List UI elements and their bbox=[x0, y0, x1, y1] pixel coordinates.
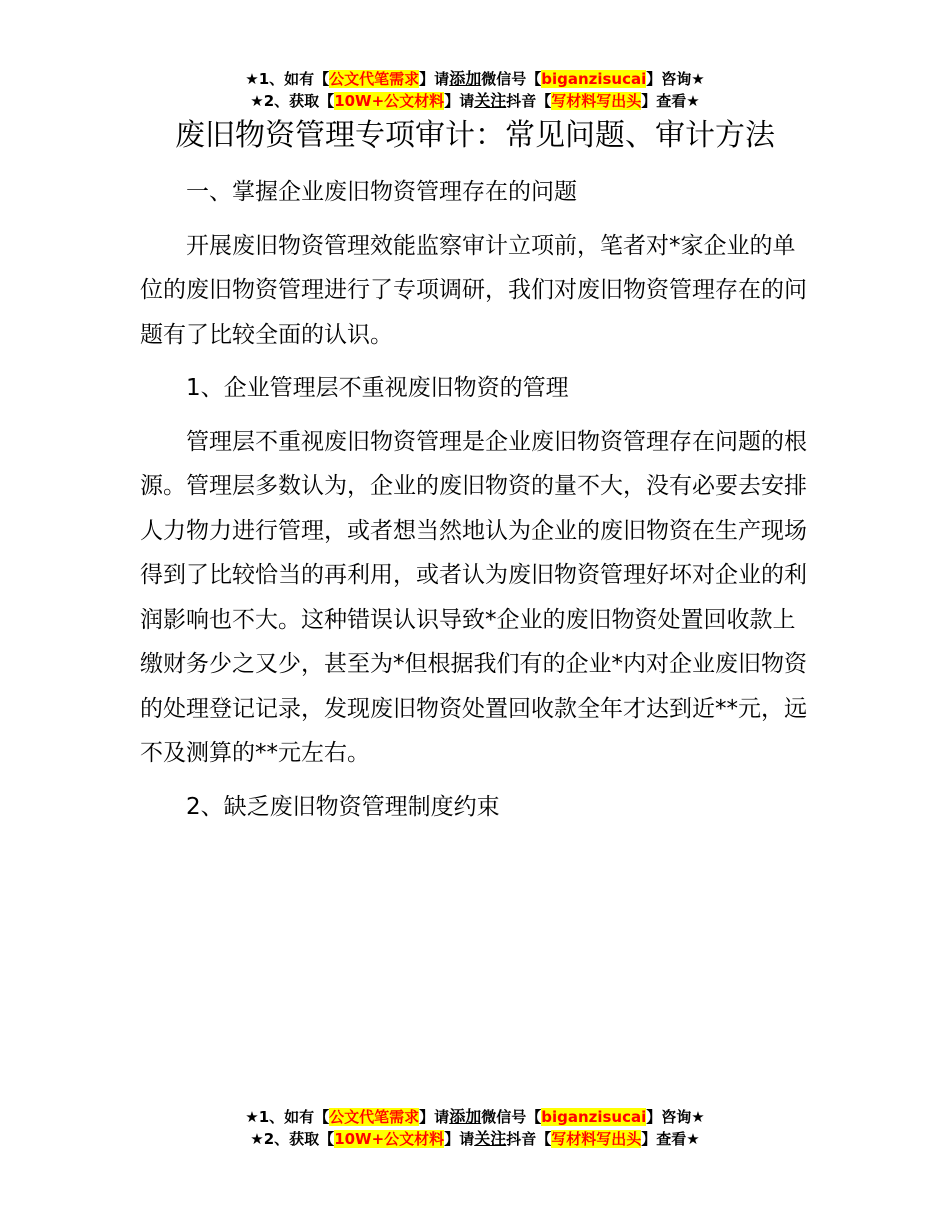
underlined-text: 关注 bbox=[474, 1129, 507, 1148]
subsection-heading: 1、企业管理层不重视废旧物资的管理 bbox=[186, 375, 569, 401]
highlight-wechat-id: biganzisucai bbox=[541, 1108, 647, 1126]
banner-text: 】查看★ bbox=[641, 1130, 700, 1148]
banner-text: 微信号【 bbox=[481, 1108, 542, 1126]
highlight-materials: 10W+公文材料 bbox=[334, 92, 445, 110]
footer-banner bbox=[0, 1106, 950, 1150]
banner-line-1 bbox=[0, 1106, 950, 1128]
banner-text: 】查看★ bbox=[641, 92, 700, 110]
banner-line-2 bbox=[0, 1128, 950, 1150]
highlight-wechat-id: biganzisucai bbox=[541, 70, 647, 88]
underlined-text: 关注 bbox=[474, 91, 507, 110]
banner-text: ★1、如有【 bbox=[245, 70, 330, 88]
banner-text: ★1、如有【 bbox=[245, 1108, 330, 1126]
underlined-text: 添加 bbox=[449, 1107, 482, 1126]
banner-text: 】请 bbox=[444, 92, 475, 110]
highlight-materials: 10W+公文材料 bbox=[334, 1130, 445, 1148]
banner-text: 】咨询★ bbox=[646, 70, 705, 88]
banner-text: 】请 bbox=[419, 70, 450, 88]
banner-line-2 bbox=[0, 90, 950, 112]
banner-text: 】请 bbox=[444, 1130, 475, 1148]
section-heading: 一、掌握企业废旧物资管理存在的问题 bbox=[186, 179, 577, 205]
highlight-douyin: 写材料写出头 bbox=[551, 92, 642, 110]
document-title: 废旧物资管理专项审计：常见问题、审计方法 bbox=[175, 118, 775, 153]
banner-text: 抖音【 bbox=[506, 92, 552, 110]
banner-text: ★2、获取【 bbox=[250, 92, 335, 110]
subsection-heading: 2、缺乏废旧物资管理制度约束 bbox=[186, 793, 500, 820]
highlight-douyin: 写材料写出头 bbox=[551, 1130, 642, 1148]
banner-text: ★2、获取【 bbox=[250, 1130, 335, 1148]
paragraph: 管理层不重视废旧物资管理是企业废旧物资管理存在问题的根源。管理层多数认为，企业的废旧物资的量不大，没有必要去安排人力物力进行管理，或者想当然地认为企业的废旧物资在生产现场得到了比较恰当的再利用，或者认为废旧物资管理好坏对企业的利润影响也不大。这种错误认识导致*企业的废旧物资处置回收款上缴财务少之又少，甚至为*但根据我们有的企业*内对企业废旧物资的处理登记记录，发现废旧物资处置回收款全年才达到近**元，远不及测算的**元左右。 bbox=[140, 428, 807, 766]
highlight-service: 公文代笔需求 bbox=[329, 1108, 420, 1126]
paragraph: 开展废旧物资管理效能监察审计立项前，笔者对*家企业的单位的废旧物资管理进行了专项调研，我们对废旧物资管理存在的问题有了比较全面的认识。 bbox=[140, 232, 807, 348]
document-body bbox=[140, 170, 812, 829]
banner-text: 】请 bbox=[419, 1108, 450, 1126]
banner-line-1 bbox=[0, 68, 950, 90]
highlight-service: 公文代笔需求 bbox=[329, 70, 420, 88]
banner-text: 微信号【 bbox=[481, 70, 542, 88]
banner-text: 】咨询★ bbox=[646, 1108, 705, 1126]
header-banner bbox=[0, 68, 950, 112]
banner-text: 抖音【 bbox=[506, 1130, 552, 1148]
underlined-text: 添加 bbox=[449, 69, 482, 88]
